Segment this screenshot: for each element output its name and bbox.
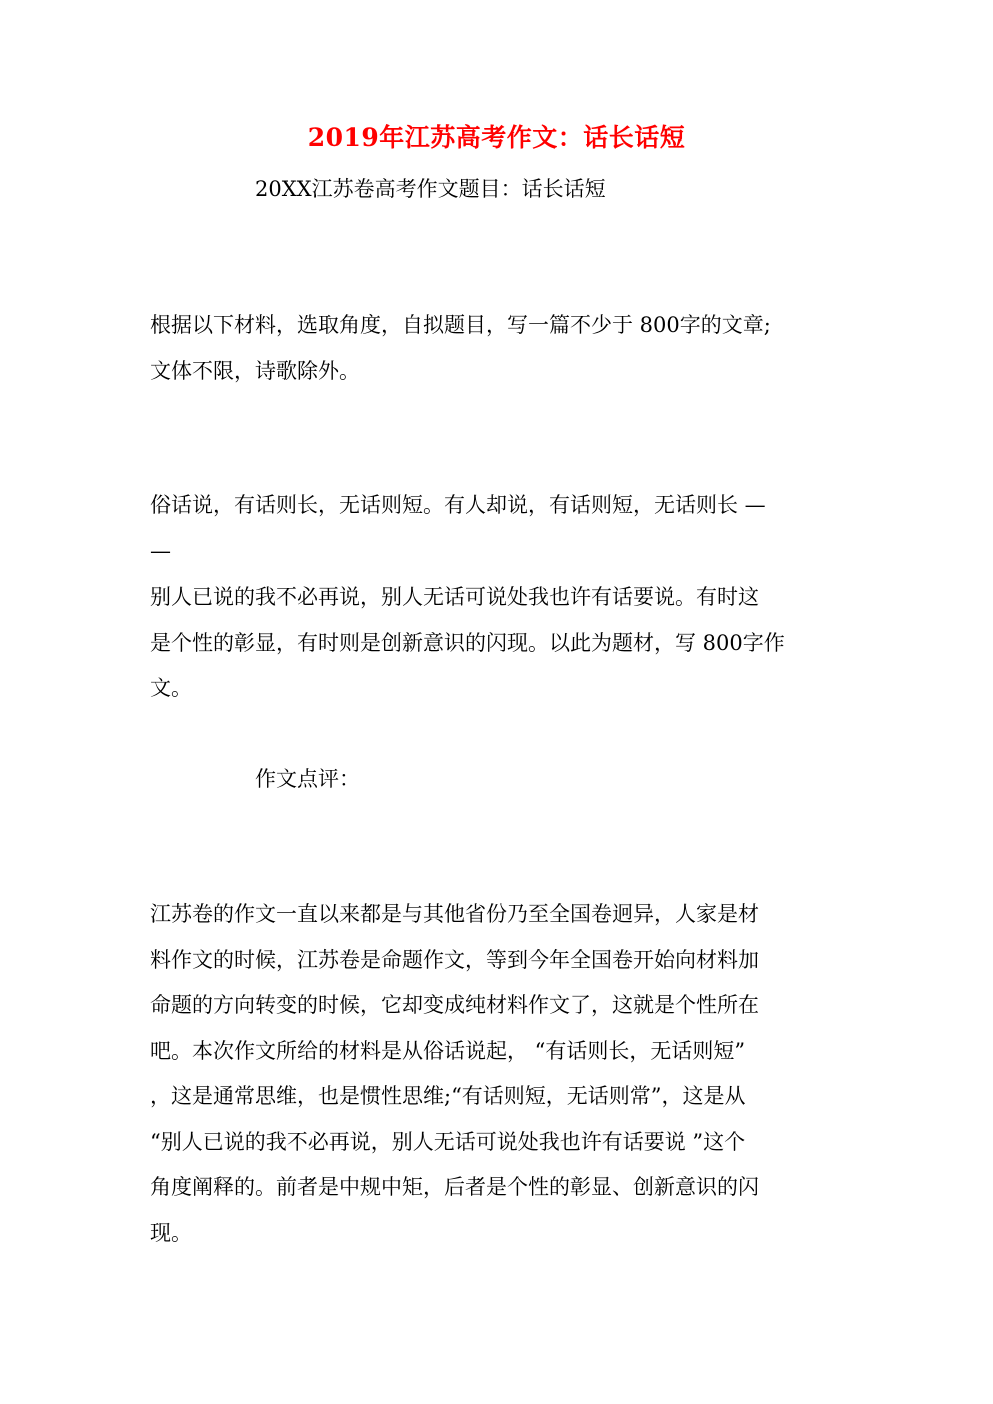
review-line: 现。 bbox=[150, 1221, 192, 1245]
review-line: 江苏卷的作文一直以来都是与其他省份乃至全国卷迥异，人家是材 bbox=[150, 902, 759, 926]
material-line: 文。 bbox=[150, 676, 192, 700]
document-title: 2019年江苏高考作文：话长话短 bbox=[307, 123, 686, 152]
material-line: 是个性的彰显，有时则是创新意识的闪现。以此为题材，写 800字作 bbox=[150, 631, 785, 655]
material-line: — bbox=[150, 539, 171, 563]
review-line: “别人已说的我不必再说，别人无话可说处我也许有话要说 ”这个 bbox=[150, 1130, 746, 1154]
review-line: 命题的方向转变的时候，它却变成纯材料作文了，这就是个性所在 bbox=[150, 993, 759, 1017]
document-subtitle: 20XX江苏卷高考作文题目：话长话短 bbox=[255, 177, 606, 201]
review-heading: 作文点评： bbox=[255, 767, 360, 791]
material-line: 俗话说，有话则长，无话则短。有人却说，有话则短，无话则长 — bbox=[150, 493, 766, 517]
review-line: 角度阐释的。前者是中规中矩，后者是个性的彰显、创新意识的闪 bbox=[150, 1175, 759, 1199]
prompt-line: 根据以下材料，选取角度，自拟题目，写一篇不少于 800字的文章; bbox=[150, 313, 771, 337]
prompt-line: 文体不限，诗歌除外。 bbox=[150, 359, 360, 383]
review-line: 吧。本次作文所给的材料是从俗话说起， “有话则长，无话则短” bbox=[150, 1039, 746, 1063]
material-line: 别人已说的我不必再说，别人无话可说处我也许有话要说。有时这 bbox=[150, 585, 759, 609]
review-line: 料作文的时候，江苏卷是命题作文，等到今年全国卷开始向材料加 bbox=[150, 948, 759, 972]
review-line: ，这是通常思维，也是惯性思维;“有话则短，无话则常”，这是从 bbox=[150, 1084, 746, 1108]
